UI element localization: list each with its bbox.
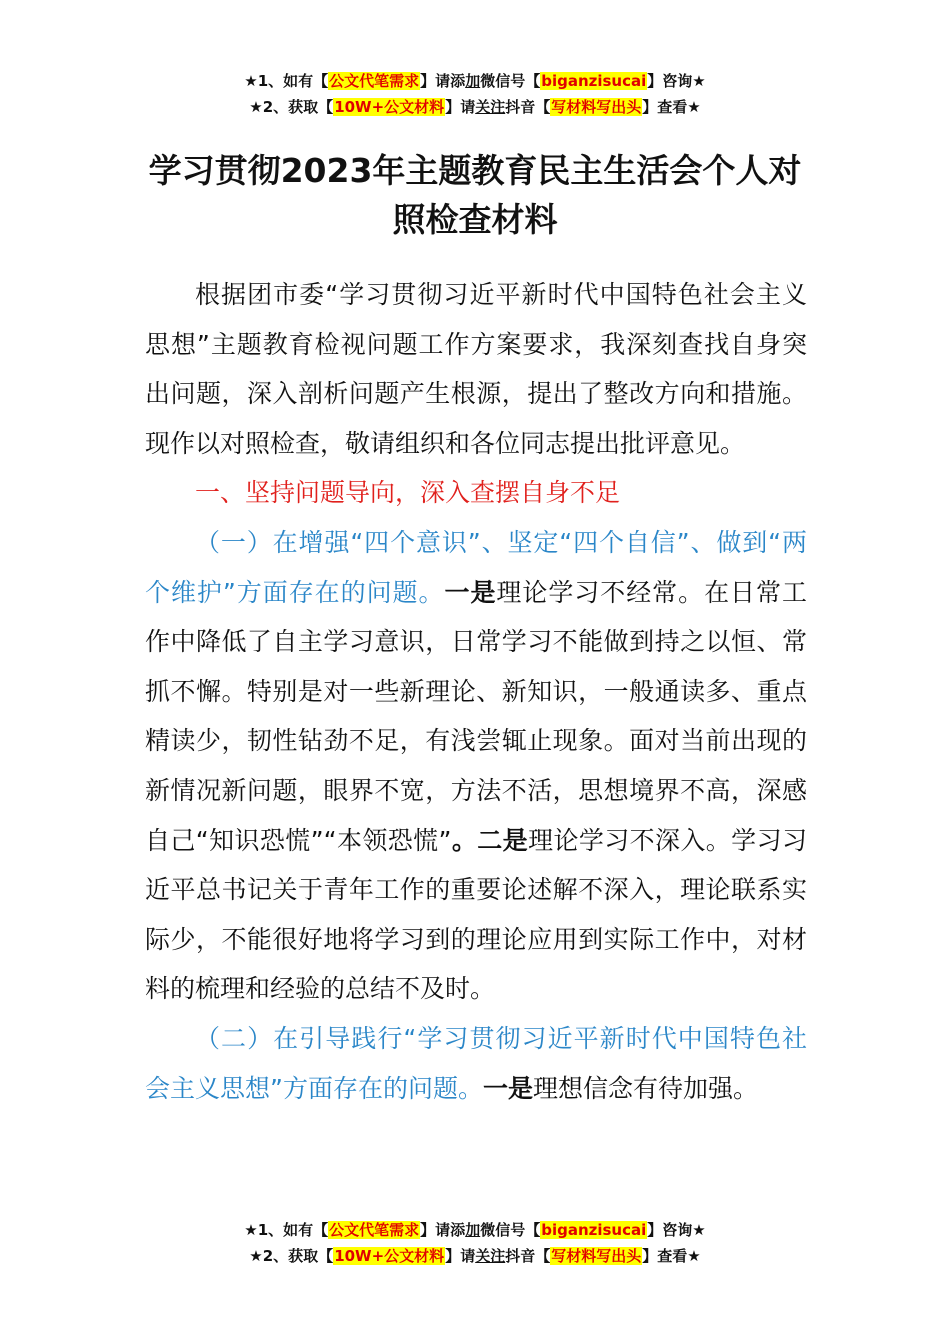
notice-underlined-text: 加 <box>465 1221 481 1239</box>
point-lead: 一是 <box>482 1073 533 1103</box>
notice-text: 】查看★ <box>642 1247 701 1265</box>
subsection-2-paragraph <box>145 1014 807 1113</box>
notice-text: ★1、如有【 <box>244 1221 329 1239</box>
highlight-douyin-account: 写材料写出头 <box>551 1247 642 1265</box>
highlight-service: 公文代笔需求 <box>329 72 420 90</box>
point-lead: 二是 <box>477 825 529 855</box>
notice-text: 抖音【 <box>505 1247 551 1265</box>
notice-text: 微信号【 <box>480 72 541 90</box>
notice-text: 】请添 <box>420 72 466 90</box>
footer-notice <box>0 1217 950 1269</box>
header-notice-line-2 <box>0 94 950 120</box>
notice-text: 】请 <box>445 1247 476 1265</box>
notice-underlined-text: 关注 <box>475 1247 506 1265</box>
footer-notice-line-2 <box>0 1243 950 1269</box>
notice-text: 抖音【 <box>505 98 551 116</box>
highlight-materials: 10W+公文材料 <box>334 98 445 116</box>
header-notice <box>0 68 950 120</box>
notice-text: 】咨询★ <box>647 72 706 90</box>
subsection-1-paragraph <box>145 518 807 1014</box>
point-text: 理论学习不经常。在日常工作中降低了自主学习意识，日常学习不能做到持之以恒、常抓不懈。特别是对一些新理论、新知识，一般通读多、重点精读少，韧性钻劲不足，有浅尝辄止现象。面对当前出现的新情况新问题，眼界不宽，方法不活，思想境界不高，深感自己“知识恐慌”“本领恐慌” <box>145 577 807 855</box>
notice-text: ★1、如有【 <box>244 72 329 90</box>
highlight-service: 公文代笔需求 <box>329 1221 420 1239</box>
subsection-1-heading: （一）在增强“四个意识”、坚定“四个自信”、做到“两个维护”方面存在的问题。 <box>145 527 807 607</box>
notice-underlined-text: 关注 <box>475 98 506 116</box>
notice-text: ★2、获取【 <box>249 98 334 116</box>
notice-text: 】咨询★ <box>647 1221 706 1239</box>
point-lead: 一是 <box>444 577 497 607</box>
point-end-punct: 。 <box>451 825 478 855</box>
notice-underlined-text: 加 <box>465 72 481 90</box>
highlight-wechat-id: biganzisucai <box>541 72 647 90</box>
highlight-materials: 10W+公文材料 <box>334 1247 445 1265</box>
intro-paragraph: 根据团市委“学习贯彻习近平新时代中国特色社会主义思想”主题教育检视问题工作方案要求，我深刻查找自身突出问题，深入剖析问题产生根源，提出了整改方向和措施。现作以对照检查，敬请组织和各位同志提出批评意见。 <box>145 280 807 458</box>
notice-text: 】请添 <box>420 1221 466 1239</box>
header-notice-line-1 <box>0 68 950 94</box>
point-text: 理论学习不深入。学习习近平总书记关于青年工作的重要论述解不深入，理论联系实际少，不能很好地将学习到的理论应用到实际工作中，对材料的梳理和经验的总结不及时。 <box>145 825 807 1004</box>
subsection-2-heading: （二）在引导践行“学习贯彻习近平新时代中国特色社会主义思想”方面存在的问题。 <box>145 1023 807 1103</box>
highlight-wechat-id: biganzisucai <box>541 1221 647 1239</box>
notice-text: 】查看★ <box>642 98 701 116</box>
document-body <box>145 270 807 1113</box>
point-text: 理想信念有待加强。 <box>532 1073 758 1103</box>
notice-text: 微信号【 <box>480 1221 541 1239</box>
section-1-heading: 一、坚持问题导向，深入查摆自身不足 <box>195 478 621 508</box>
notice-text: ★2、获取【 <box>249 1247 334 1265</box>
highlight-douyin-account: 写材料写出头 <box>551 98 642 116</box>
footer-notice-line-1 <box>0 1217 950 1243</box>
notice-text: 】请 <box>445 98 476 116</box>
document-title: 学习贯彻2023年主题教育民主生活会个人对照检查材料 <box>148 151 802 239</box>
